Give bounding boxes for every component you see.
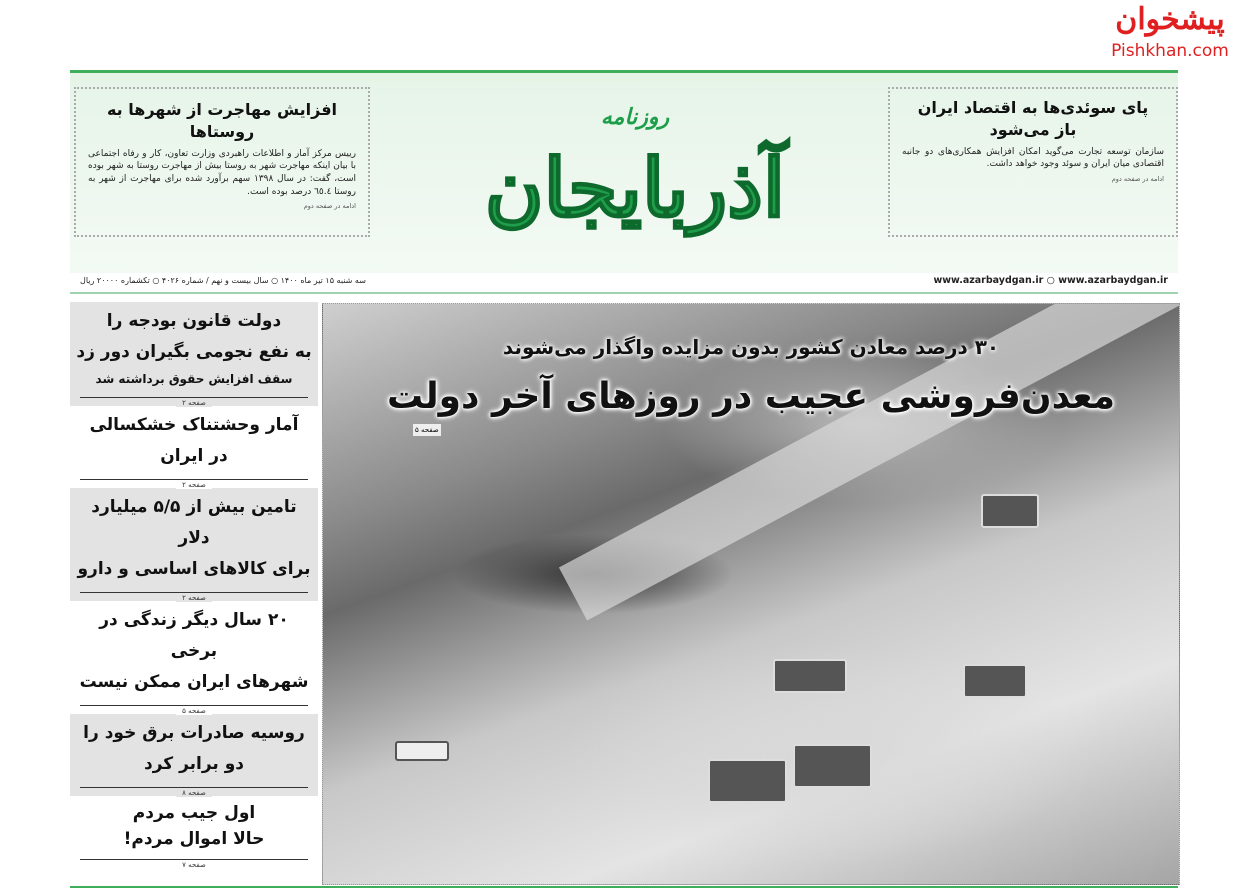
page-ref-divider bbox=[74, 472, 314, 489]
continued-note: ادامه در صفحه دوم bbox=[303, 202, 356, 211]
truck-icon bbox=[793, 744, 872, 788]
watermark-fa: پیشخوان bbox=[1115, 2, 1225, 37]
story-line: تامین بیش از ۵/۵ میلیارد دلار bbox=[91, 497, 297, 548]
story-line: اول جیب مردم bbox=[132, 803, 256, 823]
loader-icon bbox=[773, 659, 847, 693]
teaser-title-line1: پای سوئدی‌ها به اقتصاد ایران bbox=[917, 98, 1149, 117]
logo-sub: روزنامه bbox=[600, 105, 670, 130]
page-ref: صفحه ۲ bbox=[176, 399, 212, 407]
continued-note: ادامه در صفحه دوم bbox=[1111, 174, 1164, 183]
story-line: در ایران bbox=[160, 446, 228, 466]
story-line: دولت قانون بودجه را bbox=[106, 311, 282, 331]
lead-kicker: ۳۰ درصد معادن کشور بدون مزایده واگذار می‌شوند bbox=[502, 335, 1000, 359]
teaser-title-line2: باز می‌شود bbox=[989, 120, 1077, 140]
newspaper-logo bbox=[400, 73, 870, 273]
story-sub: سقف افزایش حقوق برداشته شد bbox=[95, 372, 293, 386]
lead-photo-mine[interactable] bbox=[322, 303, 1180, 885]
teaser-box-migration[interactable] bbox=[74, 87, 370, 237]
lead-page-ref: صفحه ۵ bbox=[415, 426, 439, 434]
story-line: ۲۰ سال دیگر زندگی در برخی bbox=[99, 610, 289, 661]
lead-text-block bbox=[343, 332, 1159, 436]
logo-name: آذربایجان bbox=[484, 141, 786, 235]
story-line: شهرهای ایران ممکن نیست bbox=[79, 672, 309, 692]
side-story[interactable] bbox=[70, 406, 318, 488]
masthead bbox=[70, 70, 1178, 273]
side-story[interactable] bbox=[70, 302, 318, 406]
page-ref-divider bbox=[74, 780, 314, 797]
teaser-box-sweden[interactable] bbox=[888, 87, 1178, 237]
truck-icon bbox=[981, 494, 1039, 528]
car-icon bbox=[395, 741, 449, 761]
story-line: روسیه صادرات برق خود را bbox=[83, 723, 305, 743]
page-ref-divider bbox=[74, 698, 314, 715]
page-ref-divider bbox=[74, 390, 314, 407]
page-ref: صفحه ۵ bbox=[176, 707, 212, 715]
watermark-en: Pishkhan.com bbox=[1111, 41, 1229, 61]
teaser-body: سازمان توسعه تجارت می‌گوید امکان افزایش همکاری‌های دو جانبه اقتصادی میان ایران و سوئد وجود خواهد داشت. bbox=[902, 146, 1164, 170]
teaser-body: رییس مرکز آمار و اطلاعات راهبردی وزارت تعاون، کار و رفاه اجتماعی با بیان اینکه مهاجرت شهر به روستا بیش از مهاجرت روستا به شهر بوده است، گفت: در سال ۱۳۹۸ سهم برآورد شده برای مهاجرت از شهر به روستا ٦٥.٤ درصد بوده است. bbox=[88, 148, 356, 197]
page-ref: صفحه ۷ bbox=[176, 861, 212, 869]
bottom-divider bbox=[70, 886, 1178, 888]
side-story[interactable] bbox=[70, 488, 318, 601]
page-ref-divider bbox=[74, 585, 314, 602]
side-stories-column bbox=[70, 302, 318, 868]
story-line: حالا اموال مردم! bbox=[123, 829, 265, 849]
info-bar bbox=[70, 270, 1178, 294]
side-story[interactable] bbox=[70, 714, 318, 796]
story-line: آمار وحشتناک خشکسالی bbox=[89, 415, 299, 435]
website-link[interactable]: www.azarbaydgan.ir ○ www.azarbaydgan.ir bbox=[933, 275, 1168, 286]
teaser-title: افزایش مهاجرت از شهرها به روستاها bbox=[106, 100, 338, 142]
page-ref: صفحه ۲ bbox=[176, 594, 212, 602]
side-story[interactable] bbox=[70, 796, 318, 868]
story-line: برای کالاهای اساسی و دارو bbox=[77, 559, 311, 579]
story-line: دو برابر کرد bbox=[143, 754, 245, 774]
story-line: به نفع نجومی بگیران دور زد bbox=[76, 342, 312, 362]
excavator-icon bbox=[963, 664, 1027, 698]
lead-headline[interactable]: معدن‌فروشی عجیب در روزهای آخر دولت bbox=[387, 376, 1115, 417]
page-ref: صفحه ۲ bbox=[176, 481, 212, 489]
page-ref-divider bbox=[74, 852, 314, 869]
side-story[interactable] bbox=[70, 601, 318, 714]
issue-date: سه شنبه ۱۵ تیر ماه ۱۴۰۰ ○ سال بیست و نهم / شماره ۴۰۲۶ ○ تکشماره ۲۰۰۰۰ ریال bbox=[80, 276, 366, 285]
pishkhan-watermark bbox=[1100, 0, 1240, 62]
page-ref: صفحه ۸ bbox=[176, 789, 212, 797]
truck-icon bbox=[708, 759, 787, 803]
